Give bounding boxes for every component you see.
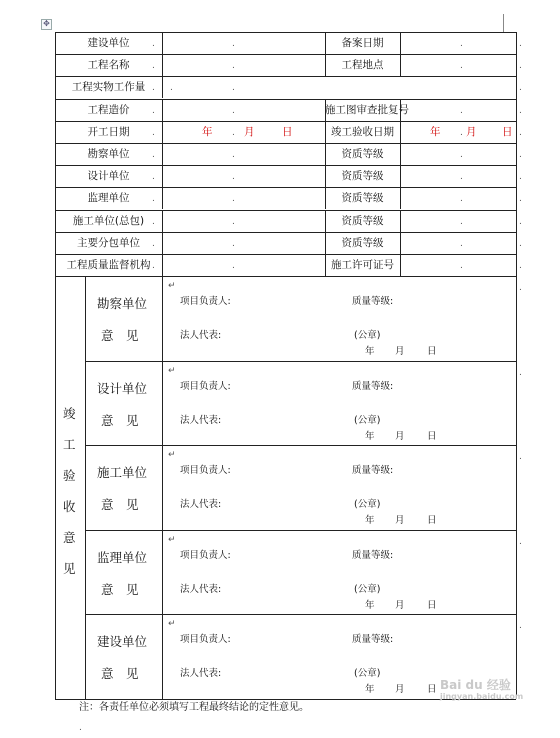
field-label-2: 资质等级 (341, 237, 384, 249)
row-end-mark: . (519, 537, 522, 547)
field-label-2: 施工图审查批复号 (325, 104, 409, 116)
value-cell-mark: . (232, 217, 235, 227)
row-end-mark: . (519, 150, 522, 160)
value-cell-mark: . (460, 39, 463, 49)
field-end-mark: . (152, 261, 155, 271)
col-border (400, 32, 401, 54)
opinion-label: 意 见 (101, 497, 139, 512)
sign-day: 日 (427, 600, 437, 611)
opinion-row-border (85, 614, 516, 615)
seal-label: (公章) (354, 584, 381, 595)
value-cell-mark: . (460, 239, 463, 249)
value-cell-mark: . (460, 194, 463, 204)
row-border (55, 254, 516, 255)
opinion-unit-label: 设计单位 (97, 381, 148, 396)
project-lead-label: 项目负责人: (180, 465, 231, 476)
table-move-handle[interactable]: ✥ (41, 19, 52, 30)
col-border (400, 54, 401, 76)
sign-month: 月 (395, 346, 405, 357)
legal-rep-label: 法人代表: (180, 415, 222, 426)
row-border (55, 121, 516, 122)
sign-day: 日 (427, 346, 437, 357)
field-label-2: 资质等级 (341, 148, 384, 160)
date-day-2: 日 (502, 126, 513, 138)
side-column-border (85, 276, 86, 699)
side-title-char: 验 (63, 468, 76, 483)
value-cell-mark: . (232, 128, 235, 138)
sign-year: 年 (365, 600, 375, 611)
legal-rep-label: 法人代表: (180, 499, 222, 510)
project-lead-label: 项目负责人: (180, 296, 231, 307)
opinion-mark: ↵ (168, 535, 176, 545)
project-lead-label: 项目负责人: (180, 550, 231, 561)
sign-day: 日 (427, 515, 437, 526)
field-label: 主要分包单位 (77, 237, 140, 249)
col-border (400, 254, 401, 276)
value-cell-mark: . (232, 150, 235, 160)
col-border (162, 254, 163, 276)
value-cell-mark: . (232, 261, 235, 271)
side-title-char: 意 (63, 530, 76, 545)
quality-grade-label: 质量等级: (352, 634, 394, 645)
value-cell-mark: . (232, 194, 235, 204)
seal-label: (公章) (354, 330, 381, 341)
page-corner-marker (503, 14, 504, 32)
field-end-mark: . (152, 172, 155, 182)
seal-label: (公章) (354, 668, 381, 679)
field-end-mark: . (152, 61, 155, 71)
row-border (55, 76, 516, 77)
footer-note: 注：各责任单位必须填写工程最终结论的定性意见。 (79, 702, 309, 713)
col-border (400, 165, 401, 187)
project-lead-label: 项目负责人: (180, 381, 231, 392)
side-title-char: 竣 (63, 406, 76, 421)
value-cell-mark: . (460, 172, 463, 182)
row-border (55, 276, 516, 277)
quality-grade-label: 质量等级: (352, 550, 394, 561)
field-label: 施工单位(总包) (72, 215, 145, 227)
watermark-url: jingyan.baidu.com (440, 692, 524, 701)
row-border (55, 187, 516, 188)
field-label-2: 备案日期 (341, 37, 384, 49)
col-border (162, 232, 163, 254)
seal-label: (公章) (354, 499, 381, 510)
paragraph-mark: . (79, 723, 82, 733)
value-cell-mark: . (232, 172, 235, 182)
field-end-mark: . (152, 217, 155, 227)
col-border (400, 232, 401, 254)
sign-day: 日 (427, 684, 437, 695)
col-border (162, 143, 163, 165)
value-cell-mark: . (232, 83, 235, 93)
quality-grade-label: 质量等级: (352, 381, 394, 392)
value-cell-mark: . (170, 83, 173, 93)
sign-month: 月 (395, 684, 405, 695)
date-month-2: 月 (466, 126, 477, 138)
date-day: 日 (282, 126, 293, 138)
row-end-mark: . (519, 106, 522, 116)
field-label: 工程质量监督机构 (66, 259, 151, 271)
row-end-mark: . (519, 368, 522, 378)
row-end-mark: . (519, 261, 522, 271)
field-end-mark: . (152, 150, 155, 160)
field-label: 监理单位 (87, 192, 130, 204)
opinion-row-border (85, 530, 516, 531)
sign-year: 年 (365, 684, 375, 695)
col-border (162, 99, 163, 121)
opinion-unit-label: 施工单位 (97, 465, 148, 480)
opinion-row-border (85, 445, 516, 446)
value-cell-mark: . (232, 39, 235, 49)
sign-month: 月 (395, 515, 405, 526)
row-border (55, 232, 516, 233)
field-label: 工程造价 (87, 104, 130, 116)
row-end-mark: . (519, 239, 522, 249)
row-end-mark: . (519, 621, 522, 631)
row-end-mark: . (519, 83, 522, 93)
col-border (400, 210, 401, 232)
field-label-2: 施工许可证号 (331, 259, 394, 271)
field-label-2: 竣工验收日期 (331, 126, 394, 138)
field-end-mark: . (152, 83, 155, 93)
col-border (162, 187, 163, 209)
sign-year: 年 (365, 431, 375, 442)
col-border (400, 143, 401, 165)
opinion-label: 意 见 (101, 666, 139, 681)
legal-rep-label: 法人代表: (180, 584, 222, 595)
row-end-mark: . (519, 217, 522, 227)
project-lead-label: 项目负责人: (180, 634, 231, 645)
side-title-char: 见 (63, 561, 76, 576)
opinion-mark: ↵ (168, 281, 176, 291)
sign-month: 月 (395, 600, 405, 611)
row-end-mark: . (519, 128, 522, 138)
row-border (55, 143, 516, 144)
col-border (400, 121, 401, 143)
field-label: 工程名称 (87, 59, 130, 71)
col-border (162, 54, 163, 76)
outer-right-border (516, 32, 517, 699)
value-cell-mark: . (232, 106, 235, 116)
sign-month: 月 (395, 431, 405, 442)
value-cell-mark: . (460, 150, 463, 160)
sign-day: 日 (427, 431, 437, 442)
quality-grade-label: 质量等级: (352, 296, 394, 307)
value-cell-mark: . (460, 217, 463, 227)
value-cell-mark: . (460, 261, 463, 271)
row-end-mark: . (519, 283, 522, 293)
seal-label: (公章) (354, 415, 381, 426)
row-border (55, 32, 516, 33)
quality-grade-label: 质量等级: (352, 465, 394, 476)
watermark-logo: Bai du 经验 (440, 678, 511, 692)
opinion-mark: ↵ (168, 366, 176, 376)
opinion-unit-label: 监理单位 (97, 550, 148, 565)
opinion-mark: ↵ (168, 619, 176, 629)
value-cell-mark: . (460, 106, 463, 116)
col-border (162, 210, 163, 232)
field-label: 设计单位 (87, 170, 130, 182)
field-label-2: 资质等级 (341, 170, 384, 182)
field-end-mark: . (152, 39, 155, 49)
field-label: 建设单位 (87, 37, 130, 49)
sign-year: 年 (365, 515, 375, 526)
field-label-2: 资质等级 (341, 215, 384, 227)
field-label-2: 工程地点 (341, 59, 384, 71)
col-border (162, 165, 163, 187)
opinion-label: 意 见 (101, 582, 139, 597)
value-cell-mark: . (232, 61, 235, 71)
col-border (162, 76, 163, 98)
legal-rep-label: 法人代表: (180, 668, 222, 679)
legal-rep-label: 法人代表: (180, 330, 222, 341)
col-border (400, 187, 401, 209)
opinion-row-border (85, 361, 516, 362)
col-border (162, 32, 163, 54)
row-border (55, 54, 516, 55)
row-end-mark: . (519, 194, 522, 204)
value-cell-mark: . (232, 239, 235, 249)
side-title-char: 工 (63, 437, 76, 452)
opinion-mark: ↵ (168, 450, 176, 460)
side-title-char: 收 (63, 499, 76, 514)
col-border (162, 121, 163, 143)
row-border (55, 99, 516, 100)
row-end-mark: . (519, 39, 522, 49)
row-end-mark: . (519, 172, 522, 182)
field-label: 勘察单位 (87, 148, 130, 160)
opinion-label: 意 见 (101, 413, 139, 428)
opinion-unit-label: 勘察单位 (97, 296, 148, 311)
field-end-mark: . (152, 128, 155, 138)
opinion-label-border (162, 276, 163, 699)
field-end-mark: . (152, 239, 155, 249)
row-border (55, 210, 516, 211)
field-end-mark: . (152, 194, 155, 204)
date-year-2: 年 (430, 126, 441, 138)
row-end-mark: . (519, 452, 522, 462)
date-year: 年 (202, 126, 213, 138)
field-label: 工程实物工作量 (71, 81, 146, 93)
sign-year: 年 (365, 346, 375, 357)
opinion-unit-label: 建设单位 (97, 634, 148, 649)
field-label-2: 资质等级 (341, 192, 384, 204)
value-cell-mark: . (460, 128, 463, 138)
field-label: 开工日期 (87, 126, 130, 138)
row-end-mark: . (519, 61, 522, 71)
opinion-label: 意 见 (101, 328, 139, 343)
row-border (55, 165, 516, 166)
field-end-mark: . (152, 106, 155, 116)
date-month: 月 (244, 126, 255, 138)
value-cell-mark: . (460, 61, 463, 71)
